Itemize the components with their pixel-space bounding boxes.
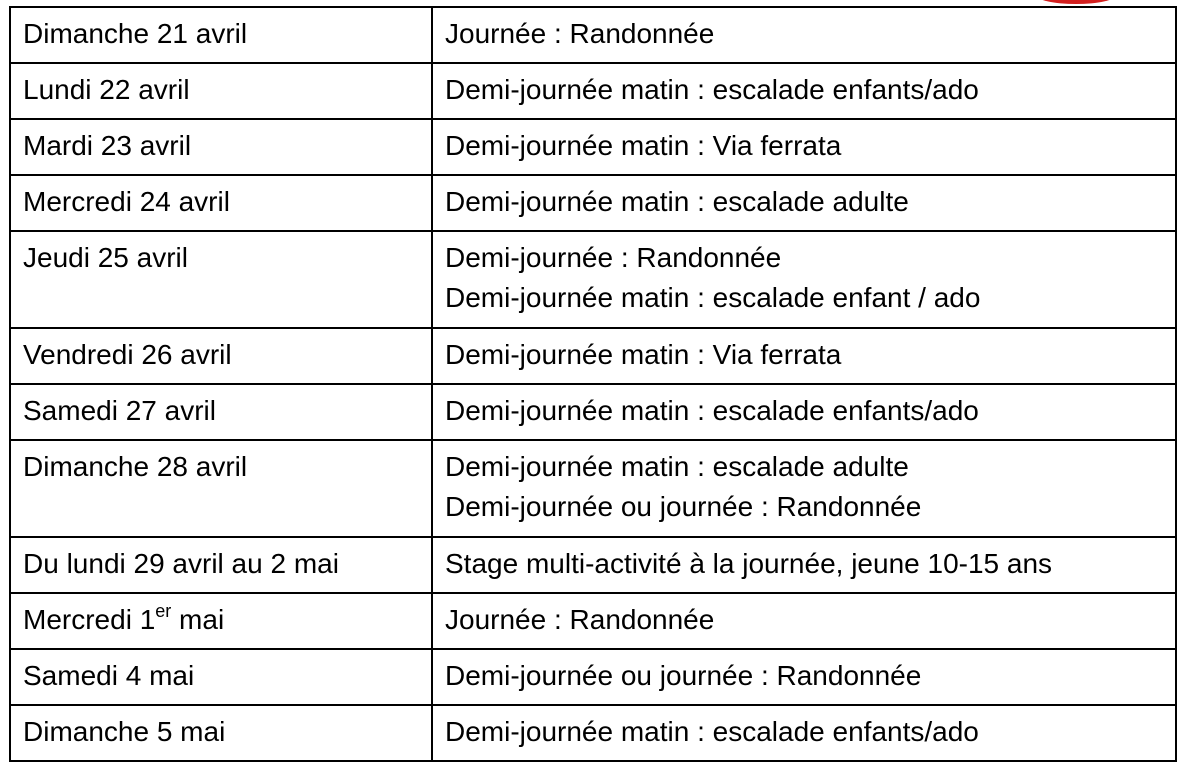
date-label: Jeudi 25 avril <box>23 242 188 273</box>
date-label: Mercredi 24 avril <box>23 186 230 217</box>
activity-cell <box>432 231 1176 328</box>
date-cell <box>10 440 432 537</box>
activity-line: Demi-journée matin : Via ferrata <box>445 130 842 161</box>
table-row <box>10 440 1176 537</box>
date-label-month: mai <box>171 604 225 635</box>
date-cell <box>10 705 432 761</box>
activity-line: Demi-journée ou journée : Randonnée <box>445 491 922 522</box>
table-row <box>10 119 1176 175</box>
activity-cell <box>432 63 1176 119</box>
table-row <box>10 537 1176 593</box>
table-row <box>10 63 1176 119</box>
date-cell <box>10 593 432 649</box>
activity-line: Demi-journée matin : escalade enfants/ado <box>445 395 979 426</box>
date-cell <box>10 537 432 593</box>
date-label: Mardi 23 avril <box>23 130 192 161</box>
activity-line: Demi-journée ou journée : Randonnée <box>445 660 922 691</box>
date-label: Samedi 4 mai <box>23 660 195 691</box>
table-row <box>10 384 1176 440</box>
activity-line: Demi-journée matin : escalade adulte <box>445 451 909 482</box>
date-cell <box>10 119 432 175</box>
activity-line: Demi-journée : Randonnée <box>445 242 782 273</box>
activity-line: Journée : Randonnée <box>445 18 715 49</box>
activity-line: Demi-journée matin : escalade enfants/ado <box>445 716 979 747</box>
date-label-main: Mercredi 1 <box>23 604 156 635</box>
activity-cell <box>432 175 1176 231</box>
ordinal-superscript: er <box>155 600 172 621</box>
date-cell <box>10 328 432 384</box>
date-cell <box>10 175 432 231</box>
table-row <box>10 328 1176 384</box>
activity-cell <box>432 119 1176 175</box>
activity-schedule-table <box>9 6 1177 762</box>
activity-cell <box>432 593 1176 649</box>
table-row <box>10 175 1176 231</box>
date-cell <box>10 231 432 328</box>
date-label: Dimanche 21 avril <box>23 18 248 49</box>
date-label: Du lundi 29 avril au 2 mai <box>23 548 339 579</box>
activity-cell <box>432 384 1176 440</box>
date-label: Dimanche 5 mai <box>23 716 226 747</box>
date-label: Samedi 27 avril <box>23 395 216 426</box>
table-row <box>10 705 1176 761</box>
activity-cell <box>432 7 1176 63</box>
activity-cell <box>432 440 1176 537</box>
activity-cell <box>432 328 1176 384</box>
date-label <box>23 600 225 635</box>
activity-line: Demi-journée matin : escalade enfant / ado <box>445 282 981 313</box>
activity-line: Stage multi-activité à la journée, jeune 10-15 ans <box>445 548 1053 579</box>
table-row <box>10 593 1176 649</box>
date-cell <box>10 63 432 119</box>
date-label: Vendredi 26 avril <box>23 339 232 370</box>
red-logo-edge <box>1036 0 1116 4</box>
date-cell <box>10 7 432 63</box>
table-row <box>10 7 1176 63</box>
date-cell <box>10 649 432 705</box>
activity-cell <box>432 649 1176 705</box>
activity-cell <box>432 705 1176 761</box>
table-row <box>10 231 1176 328</box>
date-label: Lundi 22 avril <box>23 74 190 105</box>
date-cell <box>10 384 432 440</box>
activity-line: Demi-journée matin : escalade enfants/ado <box>445 74 979 105</box>
table-row <box>10 649 1176 705</box>
date-label: Dimanche 28 avril <box>23 451 248 482</box>
activity-line: Demi-journée matin : escalade adulte <box>445 186 909 217</box>
activity-line: Demi-journée matin : Via ferrata <box>445 339 842 370</box>
activity-cell <box>432 537 1176 593</box>
activity-line: Journée : Randonnée <box>445 604 715 635</box>
